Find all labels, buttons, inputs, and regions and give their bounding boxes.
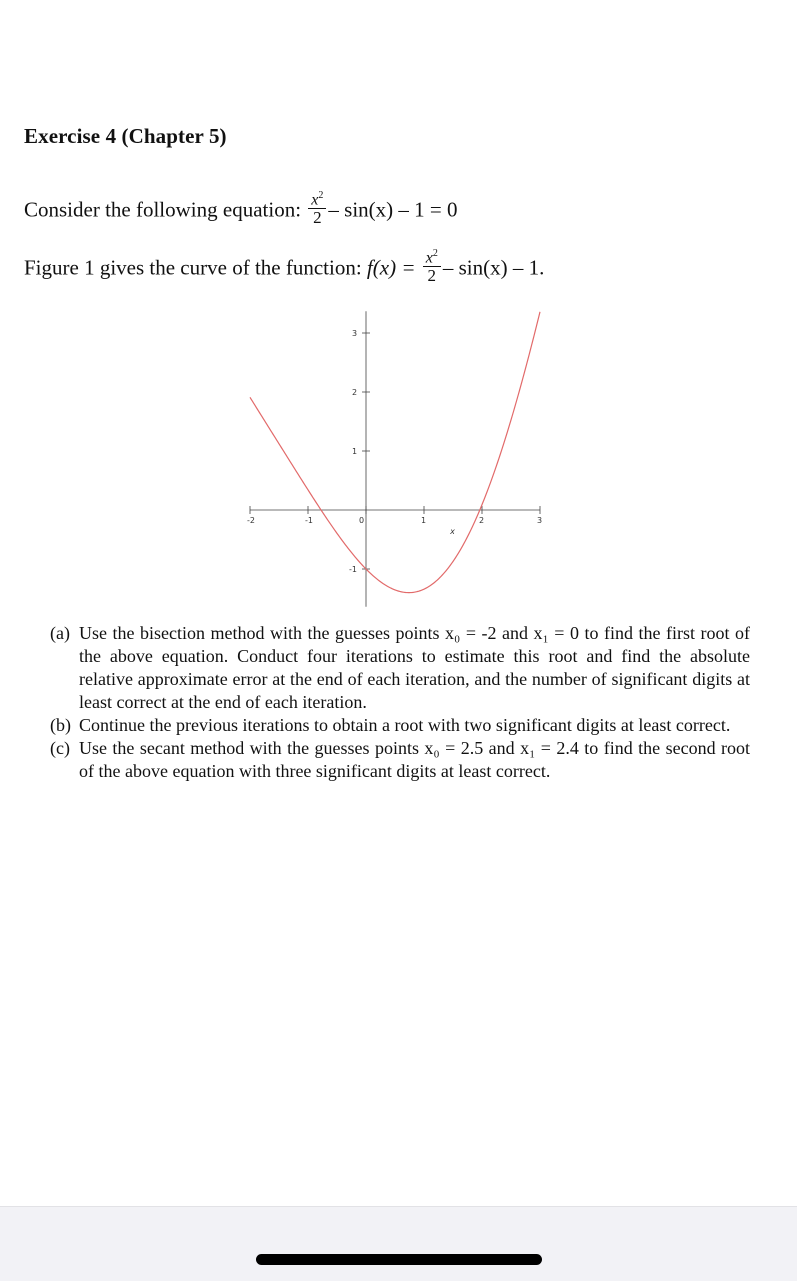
- function-frac-denominator: 2: [423, 266, 441, 285]
- question-c-text: Use the secant method with the guesses points x₀ = 2.5 and x₁ = 2.4 to find the second root of the above equation with three significant digits at least correct.: [79, 738, 750, 781]
- equation-frac-denominator: 2: [308, 208, 326, 227]
- y-tick-label: 3: [352, 329, 358, 338]
- figure-intro-line: Figure 1 gives the curve of the function: f(x) = $\frac{x^2}{2}$ – sin(x) – 1.: [24, 248, 545, 286]
- function-rest: – sin(x) – 1: [442, 255, 540, 280]
- x-axis-label: x: [450, 527, 455, 536]
- function-frac-exponent: 2: [432, 248, 438, 259]
- question-b-text: Continue the previous iterations to obtain a root with two significant digits at least correct.: [79, 715, 731, 735]
- figure-intro: Figure 1 gives the curve of the function:: [24, 255, 362, 280]
- equation-fraction: [308, 188, 326, 227]
- question-b: [50, 714, 750, 737]
- function-frac-numerator: x: [425, 249, 433, 267]
- bottom-bar: [0, 1206, 797, 1281]
- question-a: [50, 622, 750, 714]
- function-fraction: [423, 246, 441, 285]
- function-curve: [250, 312, 543, 593]
- equation-frac-numerator: x: [311, 191, 319, 209]
- function-lhs: f(x) =: [366, 255, 416, 280]
- question-c-label: (c): [50, 738, 70, 758]
- home-indicator[interactable]: [256, 1254, 542, 1265]
- x-tick-label: -2: [247, 516, 255, 525]
- question-a-label: (a): [50, 623, 70, 643]
- x-tick-label: 2: [479, 516, 485, 525]
- equation-frac-exponent: 2: [318, 190, 324, 201]
- function-plot: [230, 300, 543, 590]
- exercise-title: Exercise 4 (Chapter 5): [24, 124, 227, 148]
- equation-rest: – sin(x) – 1 = 0: [328, 197, 458, 222]
- question-a-text: Use the bisection method with the guesses points x₀ = -2 and x₁ = 0 to find the first root of the above equation. Conduct four iterations to estimate this root and find the absolute relative approximate error at the end of each iteration, and the number of significant digits at least correct at the end of each iteration.: [79, 623, 750, 712]
- question-c: [50, 737, 750, 783]
- y-tick-label: -1: [349, 565, 357, 574]
- y-tick-label: 2: [352, 388, 358, 397]
- question-b-label: (b): [50, 715, 71, 735]
- question-list: [50, 622, 750, 783]
- equation-intro: Consider the following equation:: [24, 197, 302, 222]
- x-tick-label: -1: [305, 516, 313, 525]
- x-tick-label: 3: [537, 516, 543, 525]
- equation-line: [24, 192, 458, 231]
- x-tick-label: 1: [421, 516, 427, 525]
- x-tick-label: 0: [359, 516, 365, 525]
- y-tick-label: 1: [352, 447, 358, 456]
